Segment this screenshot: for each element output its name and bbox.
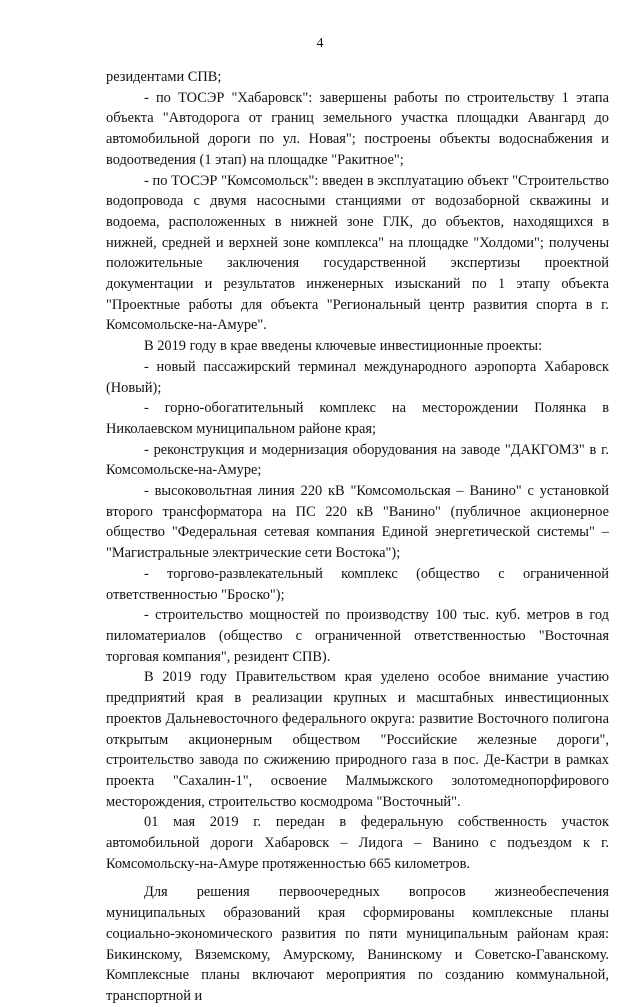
page-number: 4 <box>316 36 324 51</box>
paragraph-government-attention: В 2019 году Правительством края уделено особое внимание участию предприятий края в реализации крупных и масштабных инвестиционных проектов Дальневосточного федерального округа: развитие Восточного полигона открытым акционерным обществом "Российские железные дороги", строительство завода по сжижению природного газа в пос. Де-Кастри в рамках проекта "Сахалин-1", освоение Малмыжского золотомеднопорфирового месторождения, строительство космодрома "Восточный". <box>106 669 609 810</box>
paragraph-highway-transfer: 01 мая 2019 г. передан в федеральную собственность участок автомобильной дороги Хабаровск – Лидога – Ванино с подъездом к г. Комсомольску-на-Амуре протяженностью 665 километров. <box>106 814 609 872</box>
list-item-power-line: - высоковольтная линия 220 кВ "Комсомольская – Ванино" с установкой второго трансформатора на ПС 220 кВ "Ванино" (публичное акционерное общество "Федеральная сетевая компания Единой энергетической системы" – "Магистральные электрические сети Востока"); <box>106 483 609 562</box>
list-item-airport-terminal: - новый пассажирский терминал международного аэропорта Хабаровск (Новый); <box>106 358 609 396</box>
paragraph-tosr-komsomolsk: - по ТОСЭР "Комсомольск": введен в эксплуатацию объект "Строительство водопровода с двумя насосными станциями от водозаборной скважины и водоема, расположенных в нижней зоне ГЛК, до объектов, находящихся в нижней, средней и верхней зоне комплекса" на площадке "Холдоми"; получены положительные заключения государственной экспертизы проектной документации и результатов инженерных изысканий по 1 этапу объекта "Проектные работы для объекта "Региональный центр развития спорта в г. Комсомольске-на-Амуре". <box>106 172 609 334</box>
paragraph-tosr-khabarovsk: - по ТОСЭР "Хабаровск": завершены работы по строительству 1 этапа объекта "Автодорога от границ земельного участка площадки Авангард до автомобильной дороги по ул. Новая"; построены объекты водоснабжения и водоотведения (1 этап) на площадке "Ракитное"; <box>106 89 609 168</box>
document-body <box>106 67 609 1007</box>
list-item-sawmill: - строительство мощностей по производству 100 тыс. куб. метров в год пиломатериалов (общество с ограниченной ответственностью "Восточная торговая компания", резидент СПВ). <box>106 607 609 665</box>
list-item-dakgomz-plant: - реконструкция и модернизация оборудования на заводе "ДАКГОМЗ" в г. Комсомольске-на-Амуре; <box>106 441 609 479</box>
paragraph-complex-plans: Для решения первоочередных вопросов жизнеобеспечения муниципальных образований края сформированы комплексные планы социально-экономического развития по пяти муниципальным районам края: Бикинскому, Вяземскому, Амурскому, Ванинскому и Советско-Гаванскому. Комплексные планы включают мероприятия по созданию коммунальной, транспортной и <box>106 884 609 1004</box>
paragraph-key-projects-intro: В 2019 году в крае введены ключевые инвестиционные проекты: <box>144 338 543 355</box>
list-item-shopping-complex: - торгово-развлекательный комплекс (общество с ограниченной ответственностью "Броско"); <box>106 565 609 603</box>
paragraph-continuation: резидентами СПВ; <box>106 69 222 85</box>
list-item-mining-complex: - горно-обогатительный комплекс на месторождении Полянка в Николаевском муниципальном районе края; <box>106 400 609 437</box>
